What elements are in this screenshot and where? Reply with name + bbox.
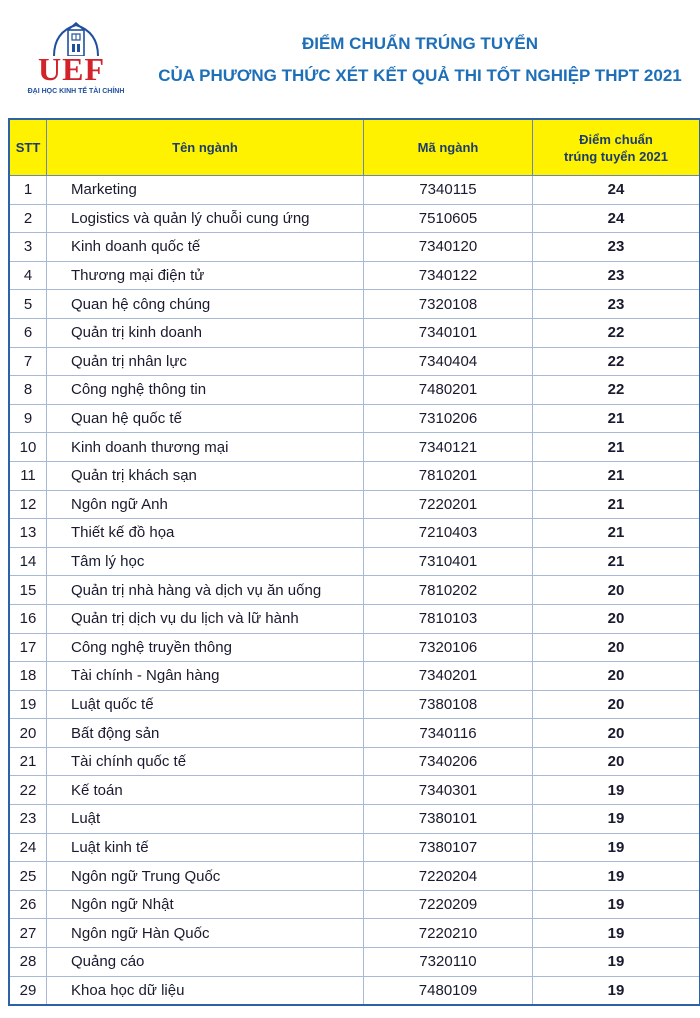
table-row <box>9 976 700 1005</box>
row-score: 19 <box>533 833 700 862</box>
table-row <box>9 176 700 205</box>
row-stt: 25 <box>9 862 47 891</box>
row-major-code: 7380107 <box>364 833 533 862</box>
row-stt: 16 <box>9 604 47 633</box>
row-major-name: Ngôn ngữ Trung Quốc <box>47 862 364 891</box>
table-header-row <box>9 119 700 176</box>
table-row <box>9 719 700 748</box>
row-major-code: 7510605 <box>364 204 533 233</box>
row-score: 23 <box>533 261 700 290</box>
row-score: 20 <box>533 719 700 748</box>
row-major-code: 7340121 <box>364 433 533 462</box>
row-score: 23 <box>533 233 700 262</box>
row-score: 21 <box>533 404 700 433</box>
header-major-code: Mã ngành <box>364 119 533 176</box>
table-row <box>9 776 700 805</box>
row-score: 19 <box>533 862 700 891</box>
row-major-name: Quảng cáo <box>47 948 364 977</box>
row-stt: 7 <box>9 347 47 376</box>
table-row <box>9 604 700 633</box>
row-score: 20 <box>533 662 700 691</box>
row-major-name: Tài chính quốc tế <box>47 747 364 776</box>
row-major-name: Quản trị dịch vụ du lịch và lữ hành <box>47 604 364 633</box>
row-major-name: Tài chính - Ngân hàng <box>47 662 364 691</box>
row-major-name: Ngôn ngữ Nhật <box>47 890 364 919</box>
row-score: 20 <box>533 576 700 605</box>
row-stt: 12 <box>9 490 47 519</box>
row-major-name: Bất động sản <box>47 719 364 748</box>
row-stt: 15 <box>9 576 47 605</box>
table-row <box>9 747 700 776</box>
page-title: ĐIỂM CHUẨN TRÚNG TUYỂN <box>301 34 539 53</box>
row-stt: 8 <box>9 376 47 405</box>
row-major-name: Luật <box>47 805 364 834</box>
row-score: 20 <box>533 633 700 662</box>
row-major-name: Logistics và quản lý chuỗi cung ứng <box>47 204 364 233</box>
row-stt: 20 <box>9 719 47 748</box>
admission-score-table <box>8 118 700 1006</box>
row-major-code: 7480109 <box>364 976 533 1005</box>
table-row <box>9 290 700 319</box>
row-major-name: Thiết kế đồ họa <box>47 519 364 548</box>
row-major-name: Luật kinh tế <box>47 833 364 862</box>
row-stt: 5 <box>9 290 47 319</box>
row-major-code: 7340120 <box>364 233 533 262</box>
row-score: 20 <box>533 747 700 776</box>
table-row <box>9 404 700 433</box>
table-row <box>9 433 700 462</box>
row-major-name: Khoa học dữ liệu <box>47 976 364 1005</box>
logo-subtitle: ĐẠI HỌC KINH TẾ TÀI CHÍNH <box>27 88 125 95</box>
row-stt: 24 <box>9 833 47 862</box>
row-major-code: 7340122 <box>364 261 533 290</box>
row-major-name: Ngôn ngữ Anh <box>47 490 364 519</box>
row-major-name: Quản trị nhà hàng và dịch vụ ăn uống <box>47 576 364 605</box>
row-major-code: 7340115 <box>364 176 533 205</box>
row-major-code: 7220209 <box>364 890 533 919</box>
table-row <box>9 833 700 862</box>
row-major-code: 7220204 <box>364 862 533 891</box>
header-major-name: Tên ngành <box>47 119 364 176</box>
row-stt: 3 <box>9 233 47 262</box>
row-score: 21 <box>533 547 700 576</box>
table-row <box>9 376 700 405</box>
table-row <box>9 576 700 605</box>
row-major-code: 7810103 <box>364 604 533 633</box>
row-major-code: 7320106 <box>364 633 533 662</box>
row-score: 24 <box>533 204 700 233</box>
row-major-code: 7810201 <box>364 461 533 490</box>
row-stt: 6 <box>9 318 47 347</box>
row-stt: 11 <box>9 461 47 490</box>
row-major-code: 7380101 <box>364 805 533 834</box>
row-score: 19 <box>533 976 700 1005</box>
row-major-name: Marketing <box>47 176 364 205</box>
table-row <box>9 547 700 576</box>
row-score: 22 <box>533 347 700 376</box>
row-major-name: Quan hệ quốc tế <box>47 404 364 433</box>
row-major-name: Kế toán <box>47 776 364 805</box>
row-major-code: 7320108 <box>364 290 533 319</box>
row-major-code: 7480201 <box>364 376 533 405</box>
table-row <box>9 662 700 691</box>
row-major-code: 7340201 <box>364 662 533 691</box>
table-body <box>9 176 700 1006</box>
table-row <box>9 805 700 834</box>
row-stt: 23 <box>9 805 47 834</box>
row-score: 19 <box>533 948 700 977</box>
header-score <box>533 119 700 176</box>
row-stt: 2 <box>9 204 47 233</box>
table-row <box>9 461 700 490</box>
table-row <box>9 890 700 919</box>
row-major-name: Quản trị kinh doanh <box>47 318 364 347</box>
table-row <box>9 204 700 233</box>
row-stt: 10 <box>9 433 47 462</box>
row-major-code: 7340101 <box>364 318 533 347</box>
row-stt: 28 <box>9 948 47 977</box>
table-row <box>9 633 700 662</box>
row-major-name: Công nghệ truyền thông <box>47 633 364 662</box>
row-major-name: Quan hệ công chúng <box>47 290 364 319</box>
row-score: 19 <box>533 890 700 919</box>
row-stt: 4 <box>9 261 47 290</box>
row-major-code: 7340301 <box>364 776 533 805</box>
table-row <box>9 919 700 948</box>
row-major-name: Ngôn ngữ Hàn Quốc <box>47 919 364 948</box>
row-major-code: 7340206 <box>364 747 533 776</box>
row-stt: 9 <box>9 404 47 433</box>
table-row <box>9 347 700 376</box>
table-row <box>9 261 700 290</box>
row-score: 22 <box>533 318 700 347</box>
row-score: 21 <box>533 490 700 519</box>
row-score: 20 <box>533 690 700 719</box>
row-major-code: 7340404 <box>364 347 533 376</box>
table-row <box>9 519 700 548</box>
row-stt: 14 <box>9 547 47 576</box>
row-major-name: Thương mại điện tử <box>47 261 364 290</box>
table-row <box>9 490 700 519</box>
row-major-name: Quản trị khách sạn <box>47 461 364 490</box>
row-stt: 29 <box>9 976 47 1005</box>
row-stt: 26 <box>9 890 47 919</box>
row-stt: 22 <box>9 776 47 805</box>
row-stt: 18 <box>9 662 47 691</box>
row-score: 21 <box>533 433 700 462</box>
row-major-name: Tâm lý học <box>47 547 364 576</box>
table-row <box>9 233 700 262</box>
row-major-name: Luật quốc tế <box>47 690 364 719</box>
row-score: 19 <box>533 776 700 805</box>
page-subtitle: CỦA PHƯƠNG THỨC XÉT KẾT QUẢ THI TỐT NGHIỆP THPT 2021 <box>158 66 682 85</box>
row-major-name: Công nghệ thông tin <box>47 376 364 405</box>
row-score: 22 <box>533 376 700 405</box>
row-major-code: 7220210 <box>364 919 533 948</box>
row-stt: 1 <box>9 176 47 205</box>
row-major-name: Kinh doanh thương mại <box>47 433 364 462</box>
row-score: 21 <box>533 461 700 490</box>
row-major-name: Quản trị nhân lực <box>47 347 364 376</box>
row-major-code: 7810202 <box>364 576 533 605</box>
header-score-line1: Điểm chuẩn <box>579 131 653 147</box>
row-major-code: 7310401 <box>364 547 533 576</box>
page-header <box>0 0 700 112</box>
row-stt: 17 <box>9 633 47 662</box>
row-major-code: 7320110 <box>364 948 533 977</box>
row-stt: 19 <box>9 690 47 719</box>
row-major-code: 7340116 <box>364 719 533 748</box>
table-row <box>9 948 700 977</box>
logo-wordmark: UEF <box>38 51 105 87</box>
row-major-name: Kinh doanh quốc tế <box>47 233 364 262</box>
uef-logo <box>22 22 130 98</box>
row-major-code: 7220201 <box>364 490 533 519</box>
table-row <box>9 318 700 347</box>
row-score: 23 <box>533 290 700 319</box>
table-row <box>9 862 700 891</box>
row-score: 21 <box>533 519 700 548</box>
table-row <box>9 690 700 719</box>
row-major-code: 7380108 <box>364 690 533 719</box>
header-stt: STT <box>9 119 47 176</box>
row-major-code: 7310206 <box>364 404 533 433</box>
row-stt: 27 <box>9 919 47 948</box>
row-score: 20 <box>533 604 700 633</box>
row-score: 19 <box>533 919 700 948</box>
row-stt: 21 <box>9 747 47 776</box>
row-score: 19 <box>533 805 700 834</box>
row-score: 24 <box>533 176 700 205</box>
header-score-line2: trúng tuyển 2021 <box>563 148 669 164</box>
row-stt: 13 <box>9 519 47 548</box>
row-major-code: 7210403 <box>364 519 533 548</box>
